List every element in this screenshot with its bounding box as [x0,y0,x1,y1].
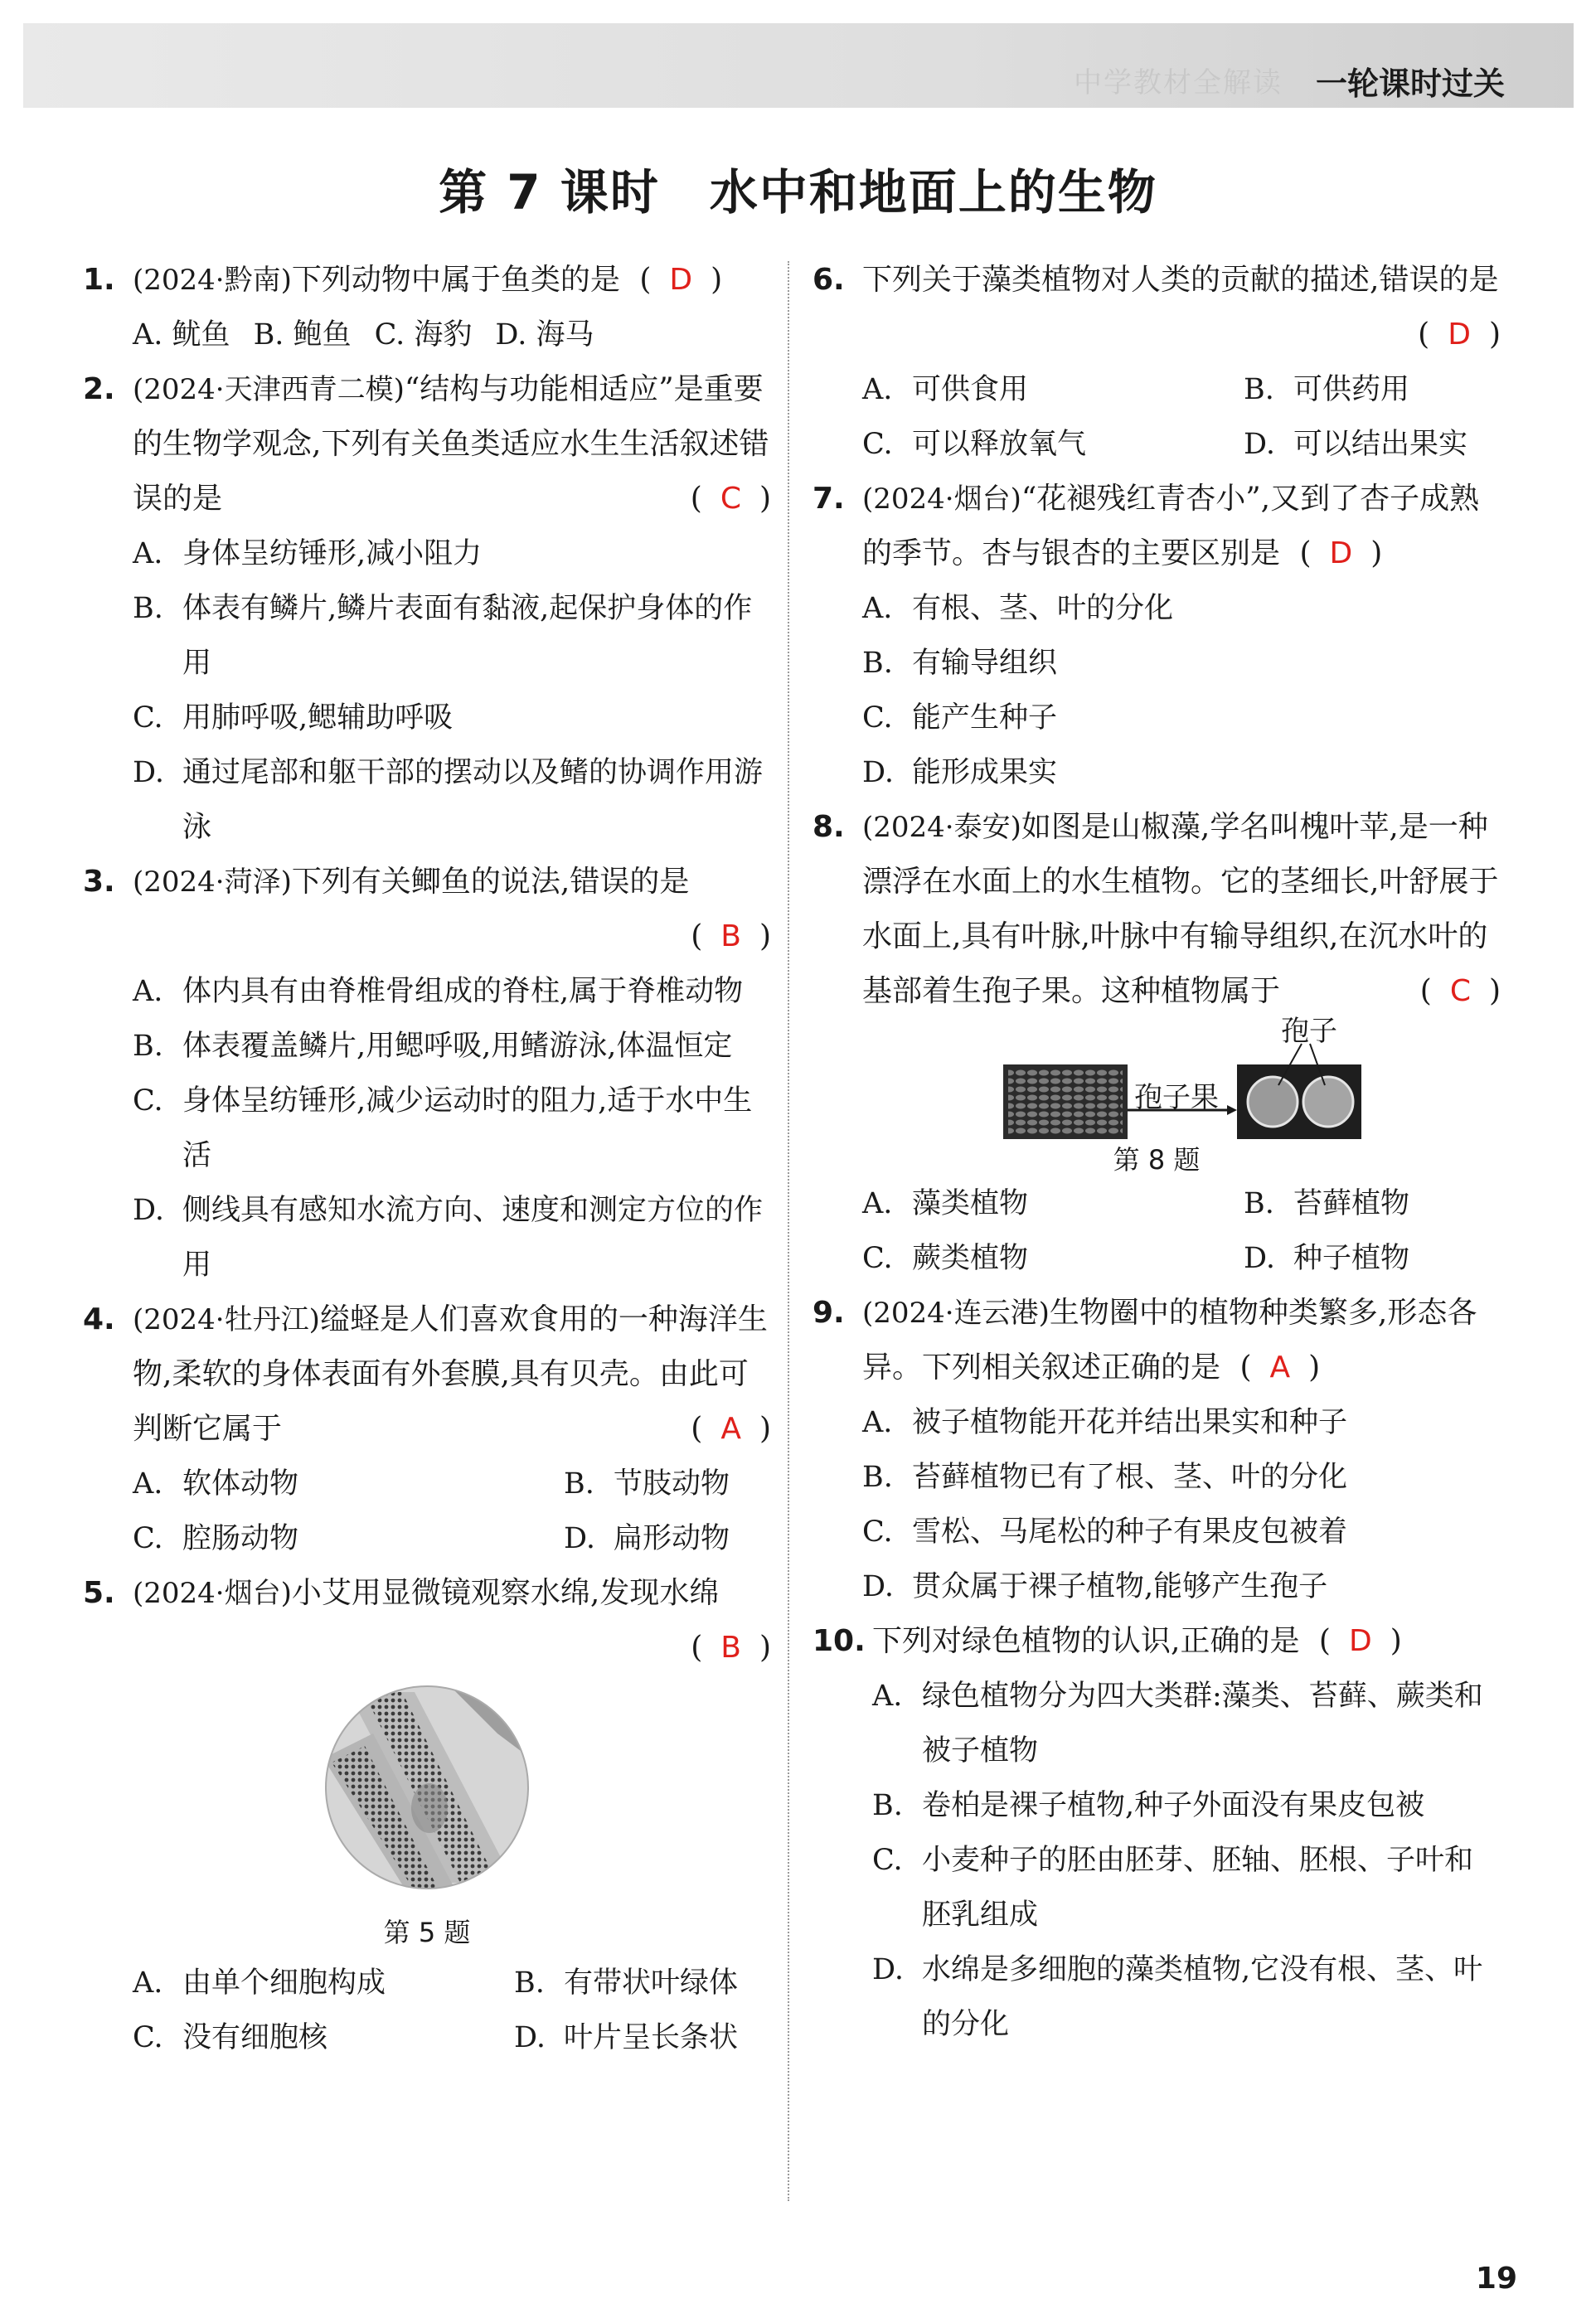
question-source: (2024·连云港) [862,1297,1050,1330]
question-source: (2024·烟台) [133,1577,292,1610]
option-c: C. 没有细胞核 [133,2021,328,2054]
option-d: D. 海马 [495,318,594,352]
lesson-number: 第 7 课时 [439,164,660,221]
question-source: (2024·烟台) [862,482,1021,516]
answer-bracket: ( A ) [1239,1350,1321,1384]
question-text: 缢蛏是人们喜欢食用的一种海洋生物,柔软的身体表面有外套膜,具有贝壳。由此可判断它属于 [133,1302,768,1446]
question-5 [83,1566,771,2065]
option-b: B. 节肢动物 [564,1467,730,1501]
question-1 [83,253,771,362]
answer-mark: C [1449,974,1471,1008]
option-c: C. 可以释放氧气 [862,428,1087,461]
question-stem [83,253,771,308]
right-column [813,253,1501,2052]
answer-mark: C [720,482,741,516]
figure-caption: 第 5 题 [383,1917,471,1948]
options-row [813,1176,1501,1231]
answer-bracket: ( D ) [1418,318,1501,352]
option-d: D. 扁形动物 [564,1522,730,1555]
option-b: B. 卷柏是裸子植物,种子外面没有果皮包被 [872,1789,1425,1822]
question-text: 下列关于藻类植物对人类的贡献的描述,错误的是 [862,263,1499,297]
question-text: 下列对绿色植物的认识,正确的是 [872,1624,1300,1658]
question-source: (2024·泰安) [862,811,1021,844]
question-stem [813,1286,1501,1395]
option-b: B. 苔藓植物 [1244,1187,1410,1220]
option-a: A. 由单个细胞构成 [133,1966,386,2000]
option-a: A. 绿色植物分为四大类群:藻类、苔藓、蕨类和被子植物 [872,1680,1483,1767]
option-b: B. 可供药用 [1244,373,1410,406]
option-d: D. 叶片呈长条状 [514,2021,739,2054]
question-text: “花褪残红青杏小”,又到了杏子成熟的季节。杏与银杏的主要区别是 [862,482,1480,570]
question-number: 8. [813,810,845,844]
answer-bracket: ( A ) [691,1412,771,1446]
question-number: 6. [813,263,845,297]
question-3 [83,855,771,1292]
option-c: C. 海豹 [374,318,473,352]
answer-bracket: ( D ) [1299,536,1383,570]
answer-bracket: ( D ) [639,263,723,297]
question-7 [813,472,1501,800]
option-a: A. 有根、茎、叶的分化 [862,592,1174,625]
options-row [813,1231,1501,1286]
answer-bracket: ( C ) [1419,974,1501,1008]
question-source: (2024·菏泽) [133,866,292,899]
figure-label-sporocarp: 孢子果 [1134,1081,1219,1114]
question-text: 下列有关鲫鱼的说法,错误的是 [291,865,690,899]
option-a: A. 可供食用 [862,373,1029,406]
question-stem [83,1566,771,1675]
question-source: (2024·黔南) [133,264,292,297]
question-number: 2. [83,372,115,406]
left-column [83,253,771,2065]
question-number: 1. [83,263,115,297]
option-c: C. 腔肠动物 [133,1522,299,1555]
question-text: 下列动物中属于鱼类的是 [291,263,620,297]
figure-caption: 第 8 题 [1113,1144,1201,1176]
question-9 [813,1286,1501,1614]
option-a: A. 鱿鱼 [133,318,230,352]
option-d: D. 水绵是多细胞的藻类植物,它没有根、茎、叶的分化 [872,1953,1483,2041]
answer-bracket: ( B ) [691,919,771,953]
page-number: 19 [1475,2262,1517,2296]
question-stem [813,472,1501,581]
question-number: 10. [813,1624,866,1658]
question-text: 生物圈中的植物种类繁多,形态各异。下列相关叙述正确的是 [862,1296,1477,1384]
spirogyra-micrograph [323,1684,531,1891]
question-4 [83,1292,771,1566]
question-number: 5. [83,1576,115,1610]
figure-5 [83,1684,771,1956]
option-a: A. 身体呈纺锤形,减小阻力 [133,537,483,570]
answer-mark: B [720,919,741,953]
option-b: B. 体表有鳞片,鳞片表面有黏液,起保护身体的作用 [133,592,753,680]
option-d: D. 能形成果实 [862,756,1058,789]
question-8 [813,800,1501,1286]
option-c: C. 用肺呼吸,鳃辅助呼吸 [133,701,454,735]
options-row [813,417,1501,472]
options-row [83,1511,771,1566]
question-number: 3. [83,865,115,899]
page-title [0,153,1596,223]
answer-mark: B [720,1631,741,1665]
question-2 [83,362,771,855]
answer-mark: A [720,1412,741,1446]
option-c: C. 身体呈纺锤形,减少运动时的阻力,适于水中生活 [133,1084,753,1172]
answer-mark: A [1269,1350,1291,1384]
column-divider [788,261,789,2201]
option-a: A. 软体动物 [133,1467,299,1501]
options-row [83,1956,771,2010]
question-stem [813,1614,1501,1669]
salvinia-figure [1003,1019,1434,1143]
question-stem [83,855,771,964]
option-b: B. 有带状叶绿体 [514,1966,739,2000]
option-c: C. 小麦种子的胚由胚芽、胚轴、胚根、子叶和胚乳组成 [872,1844,1474,1932]
option-d: D. 种子植物 [1244,1242,1410,1275]
answer-bracket: ( B ) [691,1631,771,1665]
question-stem [813,800,1501,1019]
question-text: 小艾用显微镜观察水绵,发现水绵 [291,1576,720,1610]
options-row [83,2010,771,2065]
question-10 [813,1614,1501,2052]
answer-bracket: ( D ) [1318,1624,1402,1658]
option-d: D. 通过尾部和躯干部的摆动以及鳍的协调作用游泳 [133,756,764,844]
option-a: A. 体内具有由脊椎骨组成的脊柱,属于脊椎动物 [133,975,744,1008]
option-b: B. 鲍鱼 [253,318,352,352]
answer-bracket: ( C ) [690,482,771,516]
option-b: B. 有输导组织 [862,647,1058,680]
options-row [83,1457,771,1511]
options-row [813,362,1501,417]
question-number: 7. [813,482,845,516]
options-row [83,308,771,362]
question-number: 4. [83,1302,115,1336]
option-d: D. 贯众属于裸子植物,能够产生孢子 [862,1570,1328,1603]
question-stem [83,362,771,526]
question-stem [813,253,1501,362]
option-d: D. 可以结出果实 [1244,428,1468,461]
figure-8 [813,1015,1501,1176]
answer-mark: D [1448,318,1471,352]
option-a: A. 被子植物能开花并结出果实和种子 [862,1406,1348,1439]
option-c: C. 蕨类植物 [862,1242,1029,1275]
question-6 [813,253,1501,472]
question-number: 9. [813,1296,845,1330]
figure-label-spore: 孢子 [1281,1015,1337,1048]
question-text: 如图是山椒藻,学名叫槐叶苹,是一种漂浮在水面上的水生植物。它的茎细长,叶舒展于水面上,具有叶脉,叶脉中有输导组织,在沉水叶的基部着生孢子果。这种植物属于 [862,810,1499,1008]
option-a: A. 藻类植物 [862,1187,1029,1220]
question-source: (2024·天津西青二模) [133,373,405,406]
header-label: 一轮课时过关 [1315,65,1505,102]
header-watermark: 中学教材全解读 [1074,66,1283,99]
option-d: D. 侧线具有感知水流方向、速度和测定方位的作用 [133,1194,764,1282]
answer-mark: D [1329,536,1353,570]
option-c: C. 雪松、马尾松的种子有果皮包被着 [862,1515,1348,1549]
question-text: “结构与功能相适应”是重要的生物学观念,下列有关鱼类适应水生生活叙述错误的是 [133,372,769,516]
question-source: (2024·牡丹江) [133,1303,320,1336]
question-stem [83,1292,771,1457]
lesson-topic: 水中和地面上的生物 [709,164,1157,221]
answer-mark: D [669,263,693,297]
answer-mark: D [1348,1624,1372,1658]
option-b: B. 体表覆盖鳞片,用鳃呼吸,用鳍游泳,体温恒定 [133,1030,733,1063]
option-c: C. 能产生种子 [862,701,1058,735]
option-b: B. 苔藓植物已有了根、茎、叶的分化 [862,1461,1348,1494]
